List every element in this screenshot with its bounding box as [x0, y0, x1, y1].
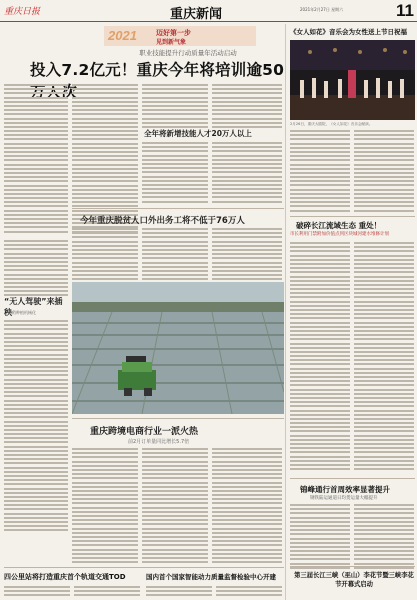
trade-body-col-1	[146, 586, 212, 599]
jinfeng-headline: 锦峰通行首周效率显著提升	[300, 485, 390, 494]
forum-headline: 第三届长江三峡（巫山）李花节暨三峡李花节开幕式启动	[294, 572, 414, 588]
driverless-headline: “无人驾驶”来插秧	[4, 297, 63, 317]
tod-body-col-2	[74, 586, 140, 599]
ecommerce-headline: 重庆跨境电商行业一派火热	[90, 427, 199, 437]
concert-body-col-2	[354, 130, 414, 214]
jinfeng-subheadline: 钢铁陆运通道日均货运量大幅提升	[310, 496, 378, 501]
poverty-body-col-1	[72, 228, 138, 282]
tod-body-col-1	[4, 586, 70, 599]
lead-body-col-4	[212, 84, 282, 130]
newspaper-logo: 重庆日报	[4, 7, 41, 17]
yangtze-body-col-2	[354, 242, 414, 472]
skills-body-col-1	[142, 142, 208, 205]
lead-body-col-2	[72, 84, 138, 235]
poverty-headline: 今年重庆脱贫人口外出务工将不低于76万人	[80, 216, 245, 226]
tod-headline: 四公里站将打造重庆首个轨道交通TOD	[4, 573, 126, 581]
concert-image	[290, 40, 415, 120]
section-divider-2	[72, 418, 284, 419]
banner-year: 2021	[108, 28, 137, 43]
section-divider-3	[4, 567, 284, 568]
jinfeng-body-col-1	[290, 504, 350, 571]
yangtze-headline: 破碎长江流域生态 重处！	[296, 221, 382, 230]
skills-body-col-2	[212, 142, 282, 205]
trade-body-col-2	[216, 586, 282, 599]
lead-body-col-1	[4, 84, 68, 235]
lead-headline: 投入7.2亿元！重庆今年将培训逾50 次	[30, 61, 285, 101]
driverless-byline: 水稻种植机械化	[8, 310, 36, 315]
page-number: 11	[396, 1, 414, 20]
ecommerce-body-col-3	[212, 448, 282, 565]
ecommerce-body-col-1	[72, 448, 138, 565]
banner-slogan-a: 迈好第一步	[156, 29, 191, 37]
date-line: 2021年2月27日 星期六	[300, 7, 344, 12]
banner-slogan-b: 见到新气象	[156, 39, 187, 46]
left-body-col	[4, 240, 68, 299]
lead-body-col-3	[142, 84, 208, 130]
sidebar-divider-1	[290, 216, 415, 217]
concert-caption: 2月26日，重庆大剧院，《女人如花》音乐会献演。	[290, 122, 373, 126]
trade-headline: 国内首个国家智能动力质量监督检验中心开建	[146, 573, 276, 581]
jinfeng-body-col-2	[354, 504, 414, 571]
rice-paddy-photo	[72, 282, 284, 414]
ecommerce-subheadline: 前2月订单量同比增长5.7倍	[128, 439, 190, 445]
skills-subheadline: 全年将新增技能人才20万人以上	[144, 129, 252, 138]
column-divider	[285, 24, 286, 600]
concert-headline: 《女人如花》音乐会为女性送上节日祝福	[290, 28, 407, 36]
lead-kicker: 职业技能提升行动质量年活动启动	[139, 49, 237, 57]
driverless-body	[4, 320, 68, 534]
campaign-banner	[104, 26, 256, 46]
yangtze-body-col-1	[290, 242, 350, 472]
rice-paddy-image	[72, 282, 284, 414]
poverty-body-col-3	[212, 228, 282, 282]
ecommerce-body-col-2	[142, 448, 208, 565]
section-divider	[72, 208, 284, 209]
poverty-body-col-2	[142, 228, 208, 282]
concert-body-col-1	[290, 130, 350, 214]
section-title: 重庆新闻	[170, 7, 223, 22]
sidebar-divider-3	[290, 566, 415, 567]
masthead	[0, 0, 417, 22]
concert-photo	[290, 40, 415, 120]
yangtze-subheadline: 市长利用门禁附加价值点到区块城河建水堆修计划	[290, 232, 389, 237]
sidebar-divider-2	[290, 478, 415, 479]
